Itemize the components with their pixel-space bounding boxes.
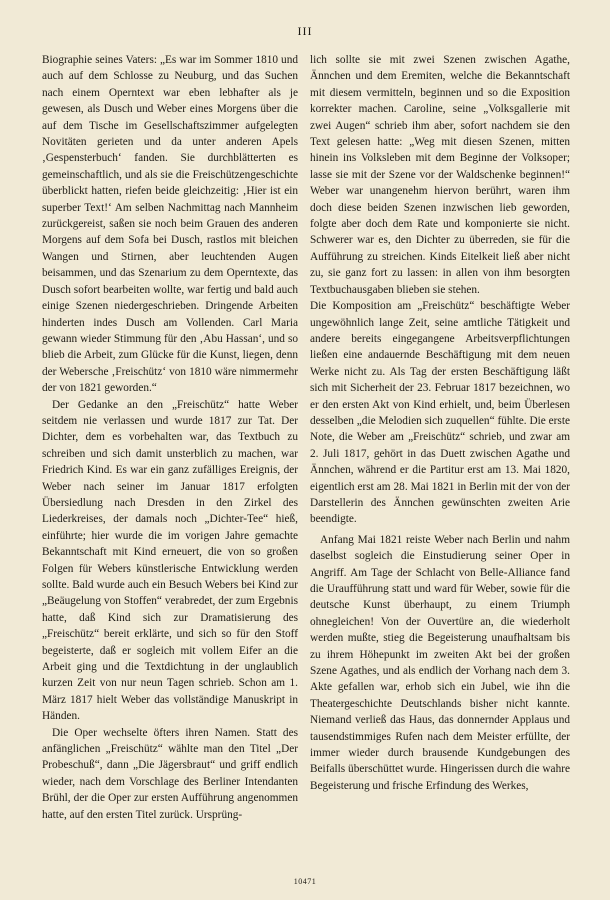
paragraph: Anfang Mai 1821 reiste Weber nach Berlin und nahm daselbst sogleich die Einstudierung seiner Oper in Angriff. Am Tage der Schlacht von Belle-Alliance fand die Uraufführung statt und ward für Weber, sowie für die deutsche Kunst überhaupt, zu einem Triumph ohnegleichen! Von der Ouvertüre an, die wiederholt werden mußte, stieg die Begeisterung unaufhaltsam bis zu ihrem Höhepunkt im zweiten Akt bei der großen Szene Agathes, und als endlich der Vorhang nach dem 3. Akte gefallen war, erhob sich ein Jubel, wie ihn die Theatergeschichte Deutschlands bisher nicht kannte. Niemand verließ das Haus, das donnernder Applaus und tausendstimmiges Rufen nach dem Meister erfüllte, der immer wieder durch brausende Kundgebungen des Beifalls überschüttet wurde. Hingerissen durch die wahre Begeisterung und frische Erfindung des Werkes, [310, 533, 570, 792]
paragraph: lich sollte sie mit zwei Szenen zwischen Agathe, Ännchen und dem Eremiten, welche die Bekanntschaft mit diesem vermitteln, beginnen und so die Exposition korrekter machen. Caroline, seine „Volksgallerie mit zwei Augen“ schrieb ihm aber, sofort nachdem sie den Text gelesen hatte: „Weg mit diesen Szenen, mitten hinein ins Volksleben mit dem Beginne der Volksoper; lasse sie mit der Szene vor der Waldschenke beginnen!“ Weber war unangenehm hiervon berührt, waren ihm doch diese beiden Szenen inzwischen lieb geworden, folgte aber doch dem Rate und komponierte sie nicht. Schwerer war es, den Dichter zu überreden, sie für die Aufführung zu streichen. Kinds Eitelkeit ließ aber nicht zu, sie ganz fort zu lassen: in allen von ihm besorgten Textbuchausgaben blieben sie stehen. [310, 54, 570, 296]
paragraph: Die Komposition am „Freischütz“ beschäftigte Weber ungewöhnlich lange Zeit, seine amtliche Tätigkeit und andere bereits eingegangene Arbeitsverpflichtungen ließen eine andauernde Beschäftigung mit dem neuen Werke nicht zu. Als Tag der ersten Beschäftigung läßt sich mit Sicherheit der 23. Februar 1817 bezeichnen, wo er den ersten Akt von Kind erhielt, und, beim Überlesen desselben „die Melodien sich zuquellen“ fühlte. Die erste Note, die Weber am „Freischütz“ schrieb, und zwar am 2. Juli 1817, gehört in das Duett zwischen Agathe und Ännchen, während er die Partitur erst am 13. Mai 1820, eigentlich erst am 28. Mai 1821 in Berlin mit der von der Darstellerin des Ännchen gewünschten zweiten Arie beendigte. [310, 300, 570, 526]
left-text-column [42, 52, 298, 823]
paragraph: Biographie seines Vaters: „Es war im Sommer 1810 und auch auf dem Schlosse zu Neuburg, und das Suchen nach einem Operntext war eben lebhafter als je gewesen, als Dusch und Weber eines Morgens über die auf dem Tische im Gesellschaftszimmer aufgelegten Novitäten gerieten und da unter anderen Apels ‚Gespensterbuch‘ fanden. Sie durchblätterten es gemeinschaftlich, und als sie die Freischützengeschichte überblickt hatten, riefen beide gleichzeitig: ‚Hier ist ein superber Text!‘ Am selben Nachmittag nach Mannheim zurückgereist, saßen sie noch beim Grauen des anderen Morgens auf dem Sofa bei Dusch, rastlos mit bleichen Wangen und Stirnen, aber leuchtenden Augen beisammen, und das Szenarium zu dem Operntexte, das Dusch sofort bearbeiten wollte, war fertig und bald auch einige Szenen niedergeschrieben. Dringende Arbeiten hinderten indes Dusch am Vollenden. Carl Maria gewann wieder Stimmung für den ‚Abu Hassan‘, und so blieb die Arbeit, zum Glücke für die Kunst, liegen, denn der Webersche ‚Freischütz‘ von 1810 wäre nimmermehr der von 1821 geworden.“ [42, 54, 298, 395]
plate-number: 10471 [293, 877, 317, 886]
paragraph: Die Oper wechselte öfters ihren Namen. Statt des anfänglichen „Freischütz“ wählte man den Titel „Der Probeschuß“, dann „Die Jägersbraut“ und griff endlich wieder, nach dem Vorschlage des Berliner Intendanten Brühl, der die Oper zur ersten Aufführung angenommen hatte, auf den ersten Titel zurück. Ursprüng- [42, 726, 298, 821]
right-text-column [310, 52, 570, 794]
paragraph: Der Gedanke an den „Freischütz“ hatte Weber seitdem nie verlassen und wurde 1817 zur Tat. Der Dichter, dem es vorbehalten war, das Textbuch zu schreiben und sich damit unsterblich zu machen, war Friedrich Kind. Es war ein ganz zufälliges Ereignis, der Weber nach seiner im Januar 1817 erfolgten Übersiedlung nach Dresden in den Zirkel des Liederkreises, der damals noch „Dichter-Tee“ hieß, einführte; hier wurde die im vorigen Jahre gemachte Bekanntschaft mit Kind erneuert, die von so großen Folgen für Webers künstlerische Entwicklung werden sollte. Bald wurde auch ein Besuch Webers bei Kind zur „Beäugelung von Stoffen“ verabredet, der zum Ergebnis hatte, daß Kind sich zur Dramatisierung des „Freischütz“ bereit erklärte, und sich so für den Stoff begeisterte, daß er sogleich mit vollem Eifer an die Arbeit ging und die Textdichtung in der unglaublich kurzen Zeit von nur neun Tagen schrieb. Schon am 1. März 1817 hielt Weber das vollständige Manuskript in Händen. [42, 398, 298, 723]
page-number: III [297, 24, 313, 38]
